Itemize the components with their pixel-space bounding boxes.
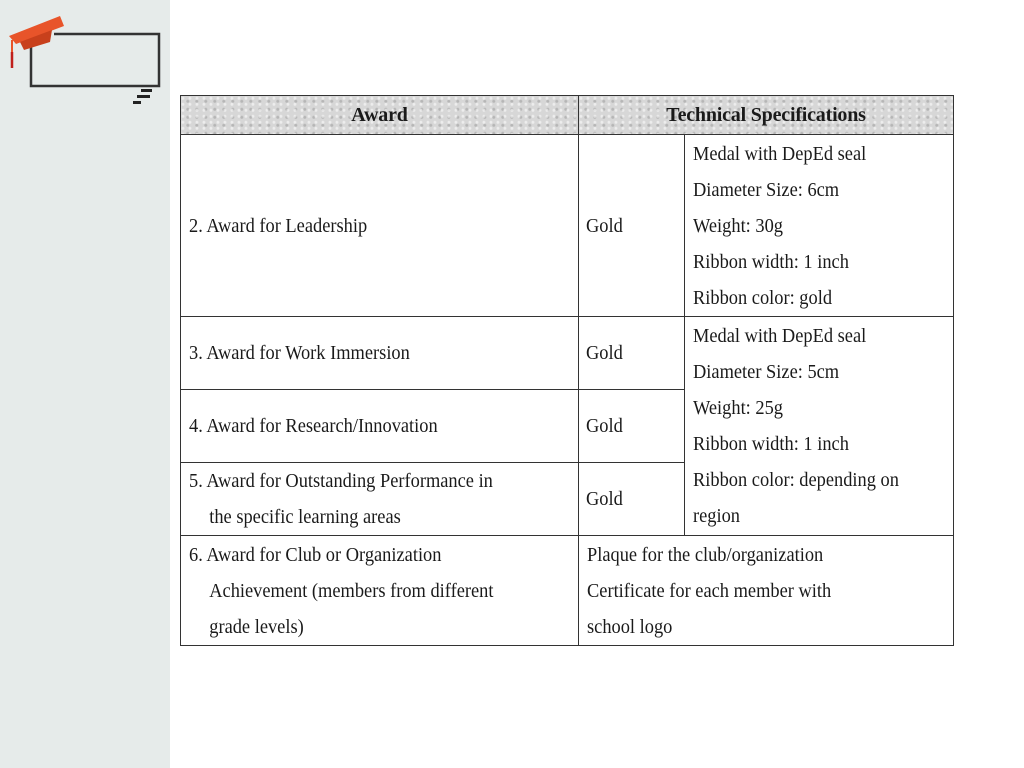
spec-cell xyxy=(685,135,954,317)
award-name-line: 5. Award for Outstanding Performance in xyxy=(189,470,493,492)
award-level: Gold xyxy=(586,415,623,437)
award-level-cell xyxy=(579,135,685,317)
award-name-line: Achievement (members from different xyxy=(209,579,494,602)
award-level-cell xyxy=(579,463,685,536)
spec-line: Medal with DepEd seal xyxy=(693,325,867,347)
award-name: 2. Award for Leadership xyxy=(189,214,368,237)
spec-line: Diameter Size: 6cm xyxy=(693,178,840,201)
awards-spec-table xyxy=(180,95,954,646)
award-level: Gold xyxy=(586,214,623,237)
spec-line: Ribbon width: 1 inch xyxy=(693,433,849,455)
award-cell xyxy=(181,536,579,646)
spec-line: Certificate for each member with xyxy=(587,579,832,602)
award-level: Gold xyxy=(586,488,623,510)
award-name-line: 6. Award for Club or Organization xyxy=(189,543,442,566)
shared-spec-cell xyxy=(685,317,954,536)
graduation-cap-logo-icon xyxy=(6,12,166,112)
spec-line: Medal with DepEd seal xyxy=(693,142,867,165)
spec-line: Ribbon color: gold xyxy=(693,286,833,309)
spec-line: Ribbon color: depending on xyxy=(693,469,899,491)
table-header-row xyxy=(181,96,954,135)
award-cell xyxy=(181,463,579,536)
spec-line: region xyxy=(693,505,741,527)
spec-line: school logo xyxy=(587,615,673,638)
spec-line: Diameter Size: 5cm xyxy=(693,361,840,383)
spec-line: Ribbon width: 1 inch xyxy=(693,250,849,273)
award-name-line: the specific learning areas xyxy=(209,506,401,528)
table-row xyxy=(181,536,954,646)
award-cell xyxy=(181,317,579,390)
spec-cell xyxy=(579,536,954,646)
spec-line: Plaque for the club/organization xyxy=(587,543,824,566)
table-row xyxy=(181,135,954,317)
award-level: Gold xyxy=(586,342,623,364)
award-cell xyxy=(181,135,579,317)
award-name-line: grade levels) xyxy=(209,615,304,638)
header-award: Award xyxy=(181,96,579,135)
award-cell xyxy=(181,390,579,463)
table-row xyxy=(181,317,954,390)
spec-line: Weight: 25g xyxy=(693,397,784,419)
award-level-cell xyxy=(579,317,685,390)
award-level-cell xyxy=(579,390,685,463)
award-name: 3. Award for Work Immersion xyxy=(189,342,410,364)
award-name: 4. Award for Research/Innovation xyxy=(189,415,438,437)
side-band xyxy=(0,0,170,768)
header-technical-specifications: Technical Specifications xyxy=(579,96,954,135)
spec-line: Weight: 30g xyxy=(693,214,784,237)
